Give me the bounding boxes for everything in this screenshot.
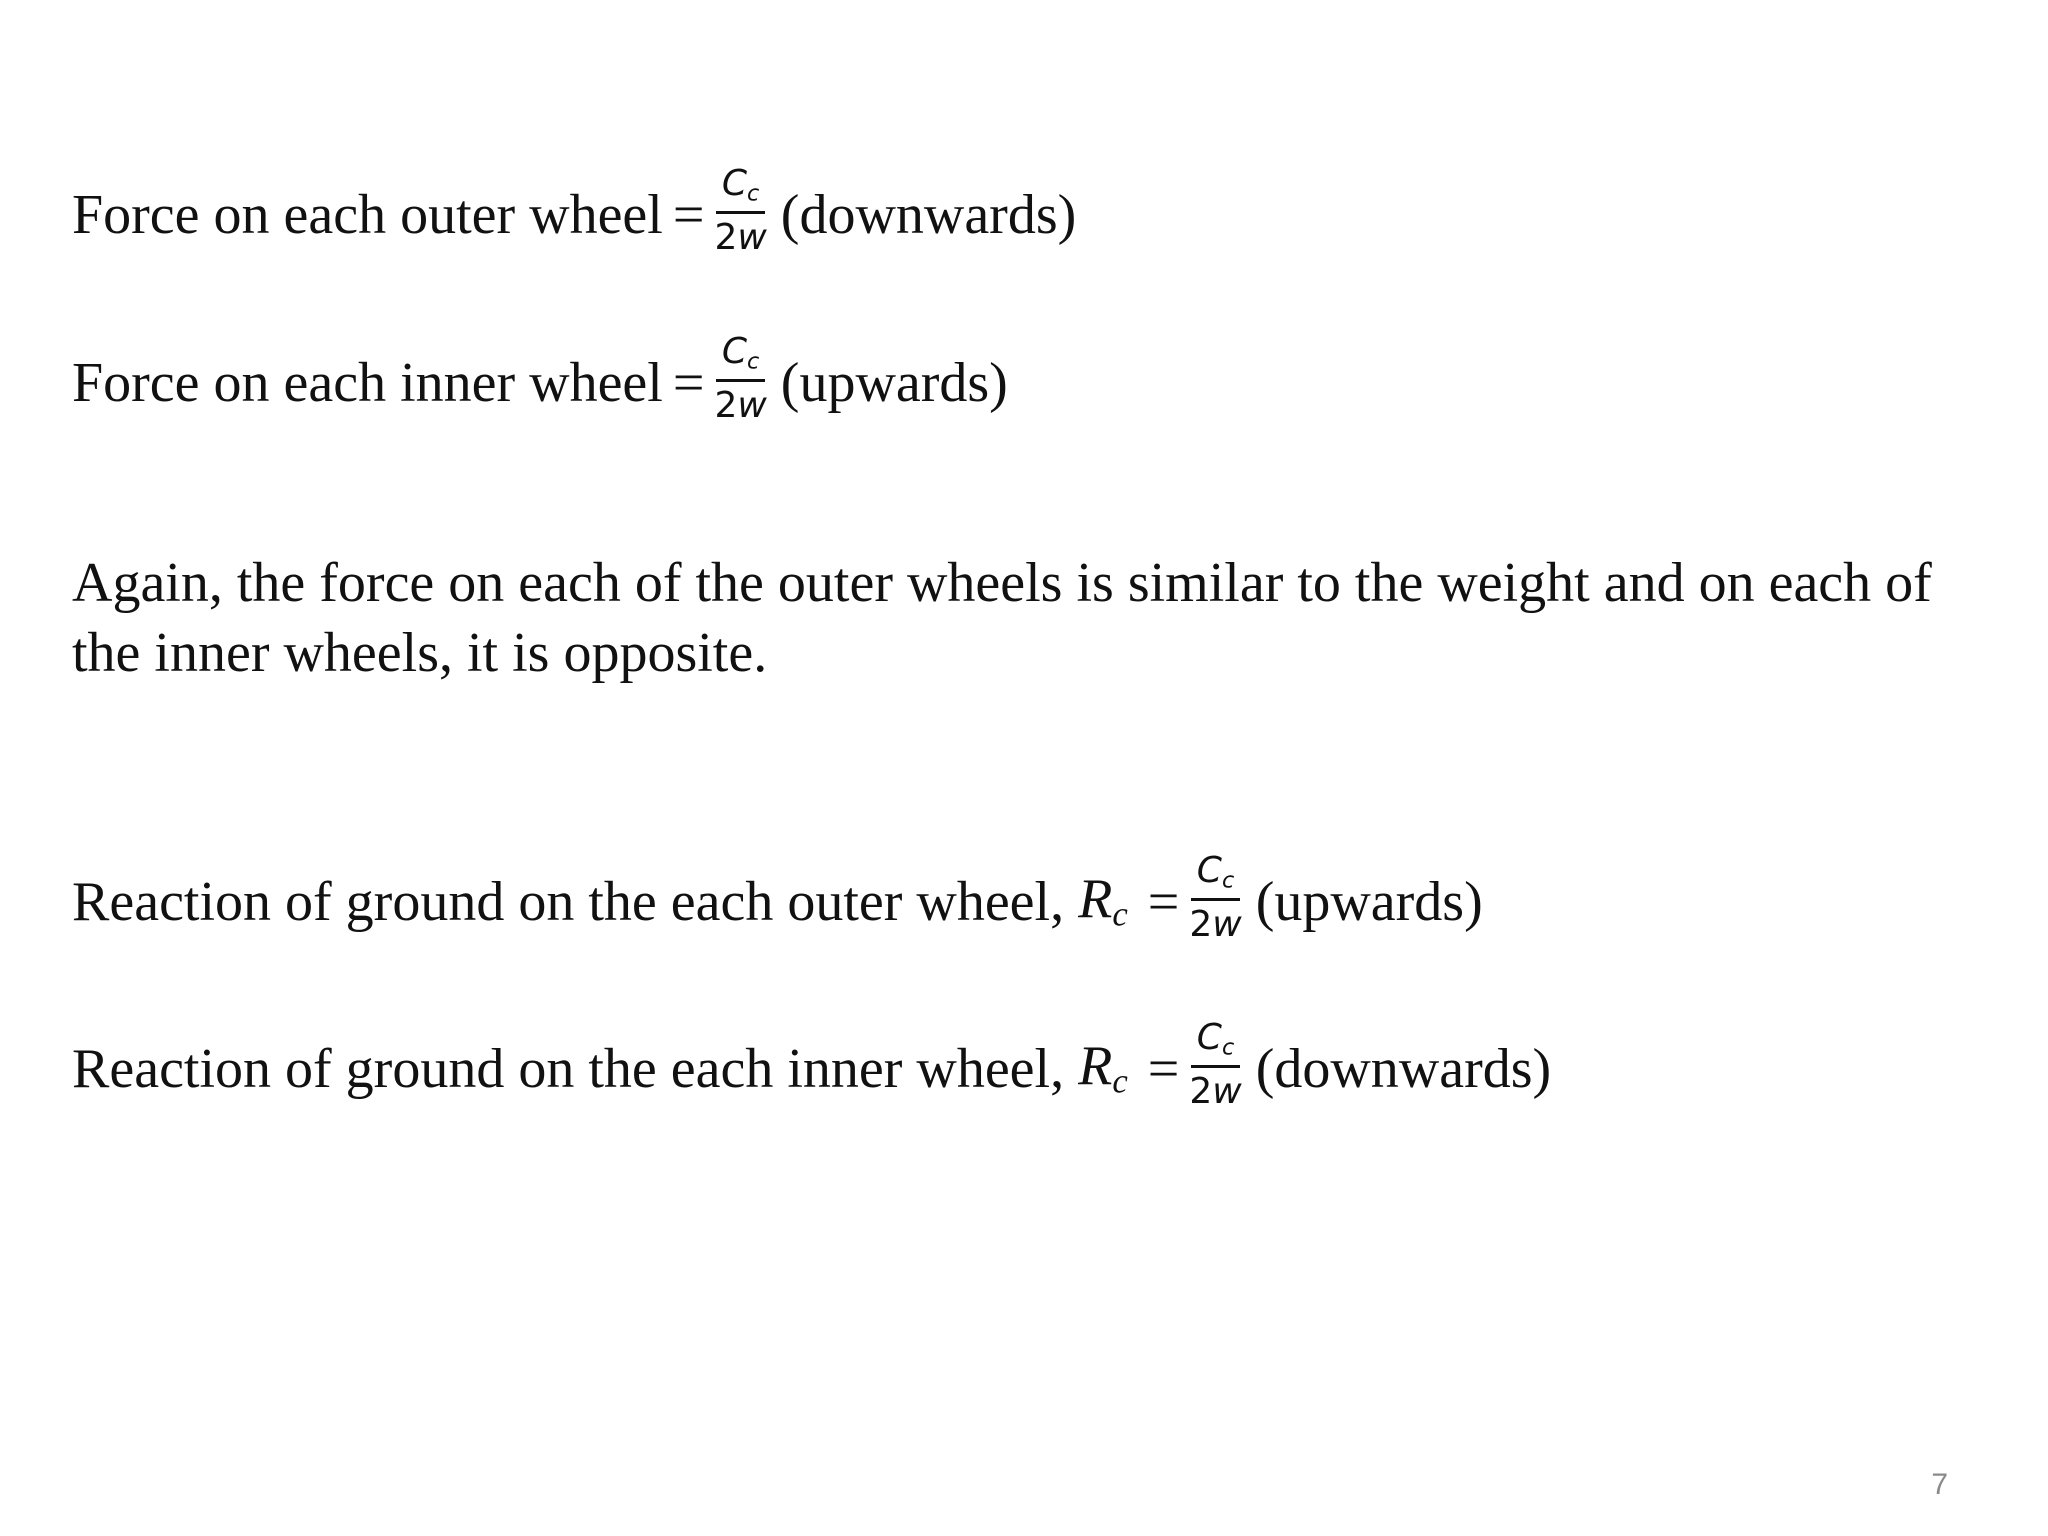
fraction-denominator: 2w <box>1189 1070 1242 1112</box>
inner-wheel-force-line <box>72 331 1008 428</box>
outer-wheel-reaction-label: Reaction of ground on the each outer wheel, <box>72 870 1065 933</box>
inner-wheel-force-label: Force on each inner wheel <box>72 351 663 414</box>
fraction <box>714 163 767 258</box>
outer-wheel-force-label: Force on each outer wheel <box>72 183 663 246</box>
direction-label: (upwards) <box>780 351 1008 414</box>
direction-label: (downwards) <box>1255 1037 1552 1100</box>
direction-label: (upwards) <box>1255 870 1483 933</box>
direction-label: (downwards) <box>780 183 1077 246</box>
fraction-denominator: 2w <box>1189 903 1242 945</box>
outer-wheel-force-line <box>72 163 1077 260</box>
inner-wheel-reaction-line <box>72 1017 1552 1114</box>
inner-wheel-reaction-label: Reaction of ground on the each inner wheel, <box>72 1037 1065 1100</box>
explanation-paragraph: Again, the force on each of the outer wheels is similar to the weight and on each of the inner wheels, it is opposite. <box>72 552 1932 684</box>
equals-sign: = <box>672 183 705 246</box>
fraction <box>714 331 767 426</box>
fraction-denominator: 2w <box>714 216 767 258</box>
fraction <box>1189 850 1242 945</box>
page-number: 7 <box>1931 1468 1948 1501</box>
fraction <box>1189 1017 1242 1112</box>
fraction-denominator: 2w <box>714 384 767 426</box>
equals-sign: = <box>672 351 705 414</box>
fraction-numerator: $C_c$ <box>716 334 765 382</box>
fraction-numerator: $C_c$ <box>716 166 765 214</box>
reaction-symbol: $R_c$ <box>1078 868 1128 934</box>
fraction-numerator: $C_c$ <box>1191 853 1240 901</box>
equals-sign: = <box>1147 870 1180 933</box>
outer-wheel-reaction-line <box>72 850 1483 947</box>
fraction-numerator: $C_c$ <box>1191 1020 1240 1068</box>
equals-sign: = <box>1147 1037 1180 1100</box>
reaction-symbol: $R_c$ <box>1078 1035 1128 1101</box>
